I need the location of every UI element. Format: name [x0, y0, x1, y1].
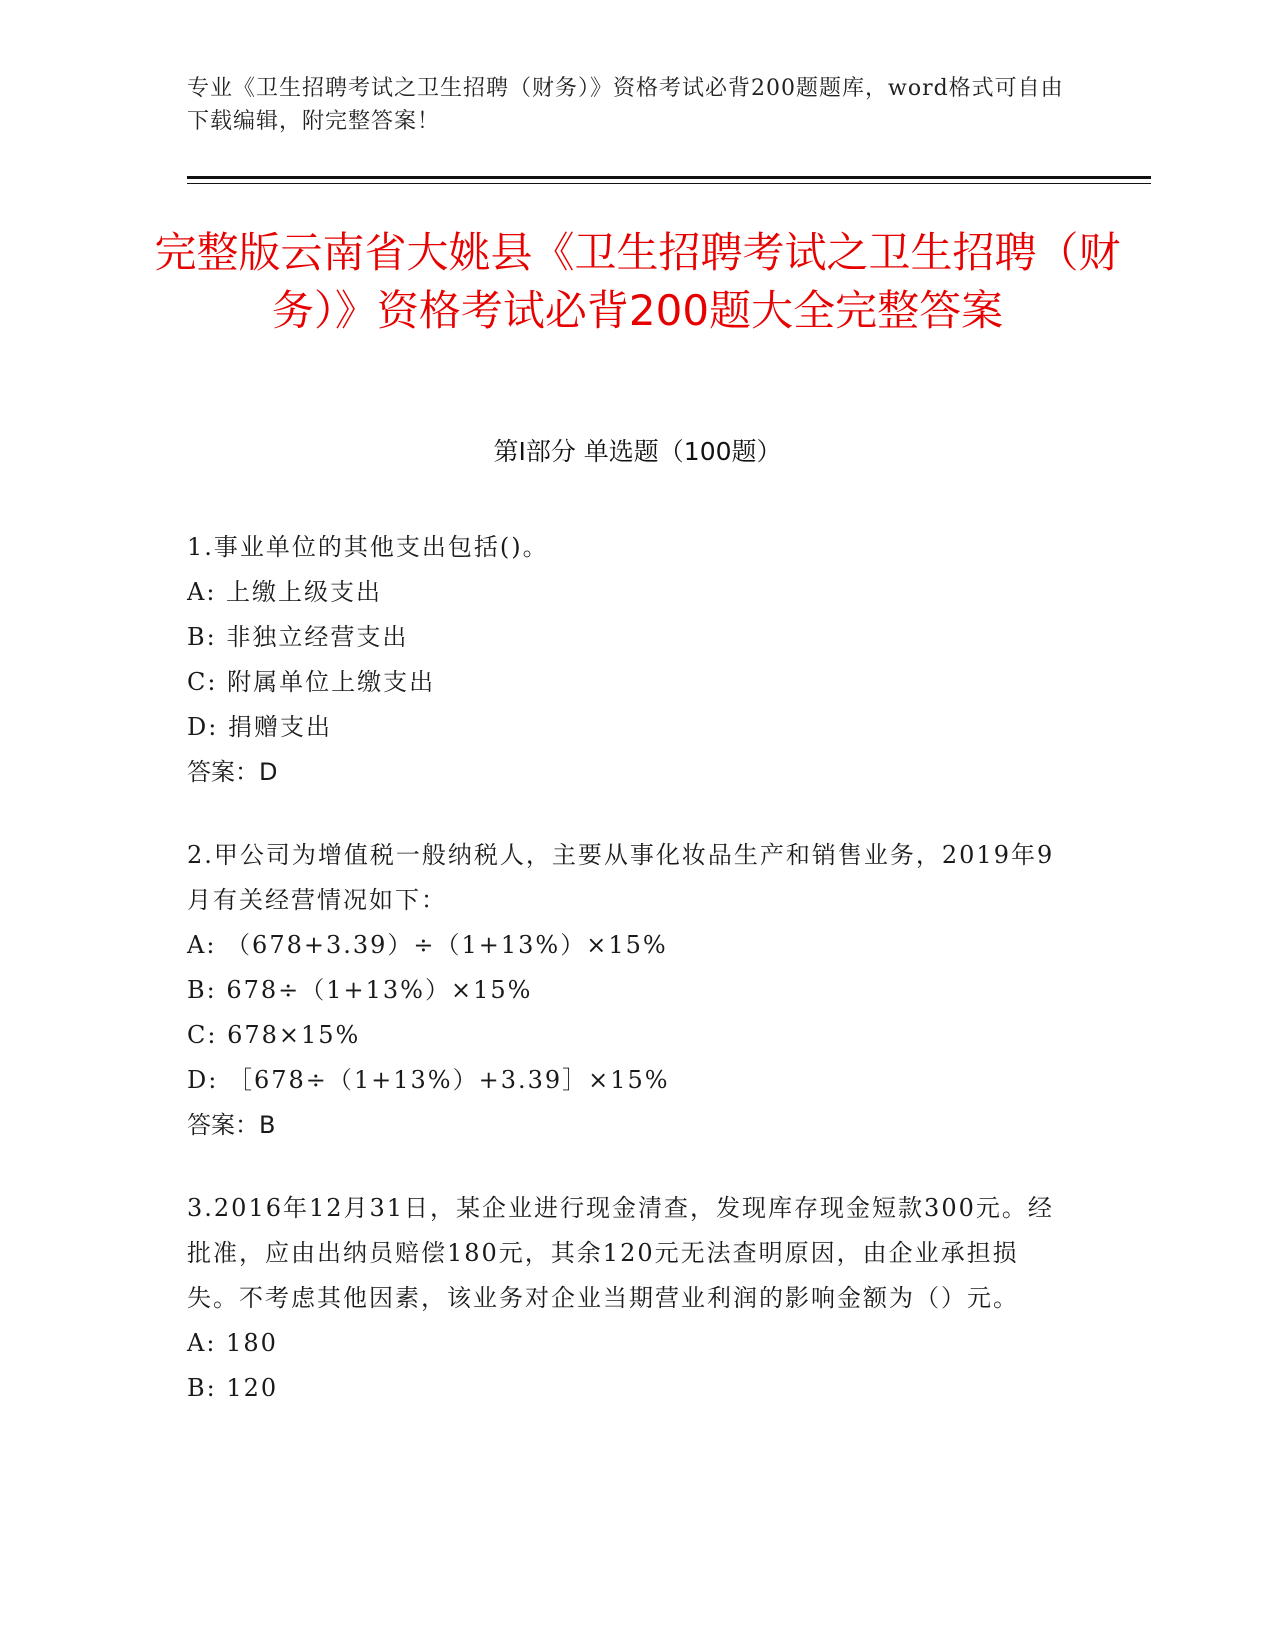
question-stem: 1.事业单位的其他支出包括()。: [187, 533, 549, 561]
option-b: B: 678÷（1+13%）×15%: [187, 976, 533, 1004]
header-note: 专业《卫生招聘考试之卫生招聘（财务）》资格考试必背200题题库，word格式可自由下载编辑，附完整答案！: [187, 76, 1064, 134]
option-b: B: 非独立经营支出: [187, 623, 409, 651]
document-title: 完整版云南省大姚县《卫生招聘考试之卫生招聘（财务）》资格考试必背200题大全完整答案: [154, 228, 1121, 335]
header-divider-thick: [187, 176, 1151, 179]
option-a: A: 上缴上级支出: [187, 578, 383, 606]
header-divider-thin: [187, 183, 1151, 184]
answer: 答案：D: [187, 758, 278, 786]
option-d: D: ［678÷（1+13%）+3.39］×15%: [187, 1066, 670, 1094]
option-a: A: （678+3.39）÷（1+13%）×15%: [187, 931, 668, 959]
answer: 答案：B: [187, 1111, 276, 1139]
option-d: D: 捐赠支出: [187, 713, 332, 741]
question-list: [187, 525, 1067, 1449]
question-stem: 2.甲公司为增值税一般纳税人，主要从事化妆品生产和销售业务，2019年9月有关经营情况如下：: [187, 841, 1055, 914]
question-item: [187, 833, 1067, 1148]
section-title: 第Ⅰ部分 单选题（100题）: [493, 437, 782, 466]
option-c: C: 678×15%: [187, 1021, 361, 1049]
question-item: [187, 1186, 1067, 1411]
question-stem: 3.2016年12月31日，某企业进行现金清查，发现库存现金短款300元。经批准，应由出纳员赔偿180元，其余120元无法查明原因，由企业承担损失。不考虑其他因素，该业务对企业当期营业利润的影响金额为（）元。: [187, 1194, 1054, 1312]
option-a: A: 180: [187, 1329, 278, 1357]
option-c: C: 附属单位上缴支出: [187, 668, 436, 696]
option-b: B: 120: [187, 1374, 279, 1402]
question-item: [187, 525, 1067, 795]
